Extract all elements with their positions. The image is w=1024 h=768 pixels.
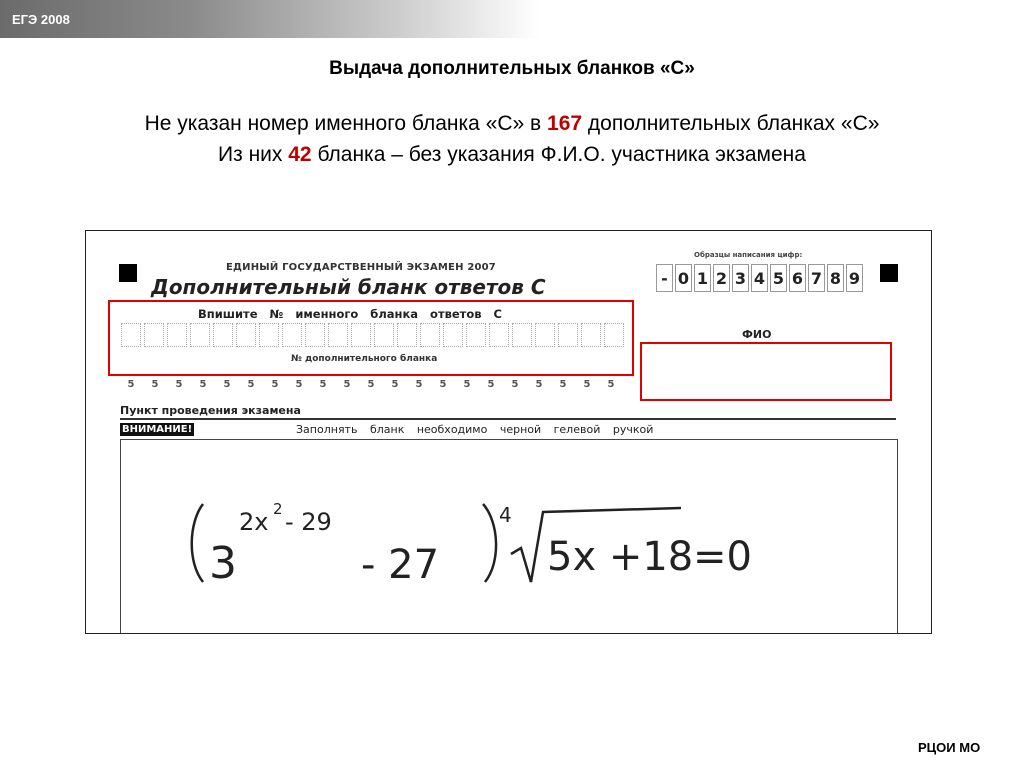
extra-form-digit: 5 [511,379,519,390]
exam-title: ЕДИНЫЙ ГОСУДАРСТВЕННЫЙ ЭКЗАМЕН 2007 [226,262,496,273]
extra-form-digit: 5 [247,379,255,390]
divider [120,418,896,420]
answer-sheet-image [85,230,932,634]
sample-digit: 0 [675,264,692,292]
line1-prefix: Не указан номер именного бланка «С» в [144,112,548,135]
extra-form-digit: 5 [391,379,399,390]
extra-form-digit: 5 [271,379,279,390]
eq-exponent-square: 2 [273,500,283,518]
sample-digits [656,264,863,292]
extra-form-digit: 5 [343,379,351,390]
close-paren [483,504,496,582]
sample-digit: 2 [713,264,730,292]
open-paren [192,504,203,582]
sample-digit: 9 [846,264,863,292]
extra-form-number-label: № дополнительного бланка [291,354,438,364]
extra-form-digit: 5 [535,379,543,390]
highlight-form-number [108,300,634,376]
form-title: Дополнительный бланк ответов С [151,275,546,299]
eq-exponent: 2x [239,508,269,536]
eq-power: 4 [499,503,512,527]
statement-line-2 [0,143,1024,167]
extra-form-digit: 5 [415,379,423,390]
extra-form-digit: 5 [199,379,207,390]
eq-base: 3 [209,538,237,589]
extra-form-digit: 5 [175,379,183,390]
extra-form-digit: 5 [439,379,447,390]
extra-form-digit: 5 [559,379,567,390]
sample-digit: 4 [751,264,768,292]
extra-form-digit: 5 [127,379,135,390]
sample-digit: 6 [789,264,806,292]
slide-title: Выдача дополнительных бланков «С» [329,58,695,79]
sample-digit: 1 [694,264,711,292]
line2-suffix: бланка – без указания Ф.И.О. участника экзамена [311,143,806,166]
statement-line-1 [0,112,1024,136]
fio-label: ФИО [742,328,772,341]
highlight-fio [640,342,892,401]
form-number-label: Впишите № именного бланка ответов С [198,307,502,321]
footer-label: РЦОИ МО [918,740,981,755]
extra-form-digit: 5 [607,379,615,390]
sample-digit: 3 [732,264,749,292]
extra-form-digit: 5 [223,379,231,390]
extra-form-digit: 5 [367,379,375,390]
extra-form-digit: 5 [151,379,159,390]
corner-marker-right [880,264,898,282]
header-bar [0,0,540,38]
fill-instruction: Заполнять бланк необходимо черной гелевой ручкой [296,423,654,436]
extra-form-digit: 5 [487,379,495,390]
line2-count: 42 [288,143,312,166]
eq-radicand: 5x +18 [547,534,694,580]
extra-form-digit: 5 [463,379,471,390]
handwritten-equation [181,486,801,596]
line2-prefix: Из них [218,143,289,166]
extra-form-number-row [124,379,618,390]
sample-digit: 8 [827,264,844,292]
extra-form-digit: 5 [295,379,303,390]
extra-form-digit: 5 [319,379,327,390]
sample-digit: 5 [770,264,787,292]
sample-digit: 7 [808,264,825,292]
extra-form-digit: 5 [583,379,591,390]
line1-suffix: дополнительных бланках «С» [582,112,880,135]
corner-marker-left [119,264,137,282]
line1-count: 167 [547,112,583,135]
eq-minus-27: - 27 [361,542,440,588]
eq-exponent-rest: - 29 [285,508,332,536]
sample-digits-label: Образцы написания цифр: [694,251,803,259]
header-tag: ЕГЭ 2008 [12,12,70,27]
sample-digit: - [656,264,673,292]
exam-location-label: Пункт проведения экзамена [120,404,301,417]
attention-label: ВНИМАНИЕ! [122,424,193,435]
eq-rhs: =0 [693,534,752,580]
